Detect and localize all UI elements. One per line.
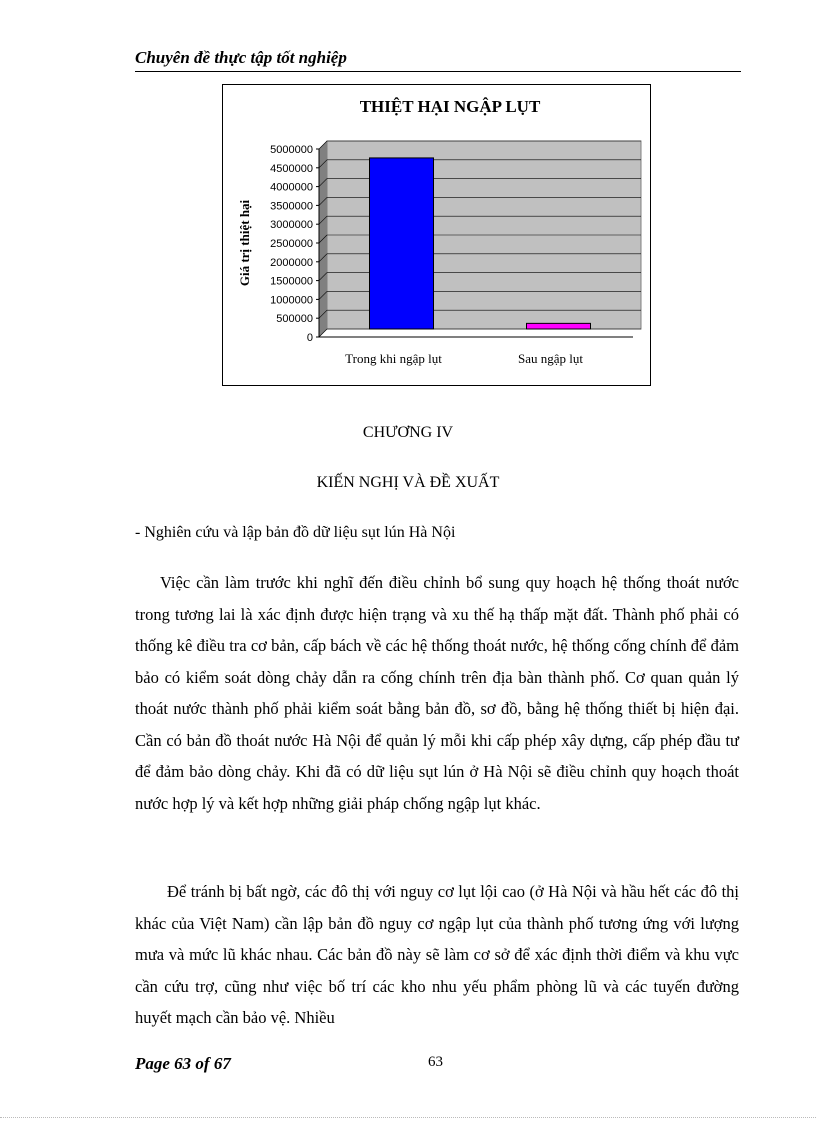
y-axis-label: Giá trị thiệt hại — [237, 199, 252, 287]
y-tick-label: 500000 — [276, 313, 313, 326]
chart-title: THIỆT HẠI NGẬP LỤT — [359, 97, 541, 116]
bullet-heading: - Nghiên cứu và lập bản đồ dữ liệu sụt lún Hà Nội — [135, 524, 456, 541]
header-rule — [135, 71, 741, 72]
paragraph-1: Việc cần làm trước khi nghĩ đến điều chỉnh bổ sung quy hoạch hệ thống thoát nước trong tương lai là xác định được hiện trạng và xu thế hạ thấp mặt đất. Thành phố phải có thống kê điều tra cơ bản, cấp bách về các hệ thống thoát nước, hệ thống cống chính để đảm bảo có kiểm soát dòng chảy dẫn ra cống chính trên địa bàn thành phố. Cơ quan quản lý thoát nước thành phố phải kiểm soát bằng bản đồ, sơ đồ, bằng hệ thống thiết bị hiện đại. Cần có bản đồ thoát nước Hà Nội để quản lý mỗi khi cấp phép xây dựng, cấp phép đầu tư để đảm bảo dòng chảy. Khi đã có dữ liệu sụt lún ở Hà Nội sẽ điều chỉnh quy hoạch thoát nước hợp lý và kết hợp những giải pháp chống ngập lụt khác. — [135, 573, 739, 813]
chart-frame — [222, 84, 651, 386]
y-tick-label: 5000000 — [270, 144, 313, 156]
chapter-number: CHƯƠNG IV — [362, 424, 454, 441]
chart — [223, 85, 650, 385]
page-bottom-border — [0, 1117, 816, 1118]
x-category-label: Trong khi ngập lụt — [345, 351, 442, 366]
y-tick-label: 4000000 — [270, 181, 313, 194]
bar-2 — [527, 323, 591, 329]
y-tick-label: 1500000 — [270, 275, 313, 288]
footer-page-number: 63 — [428, 1054, 443, 1070]
y-tick-label: 2500000 — [270, 238, 313, 250]
y-tick-label: 0 — [306, 332, 313, 344]
y-tick-label: 2000000 — [270, 256, 313, 269]
x-category-label: Sau ngập lụt — [518, 351, 583, 366]
header-title: Chuyên đề thực tập tốt nghiệp — [135, 48, 347, 67]
chapter-title: KIẾN NGHỊ VÀ ĐỀ XUẤT — [316, 474, 500, 491]
y-tick-label: 1000000 — [270, 294, 313, 307]
footer-page-label: Page 63 of 67 — [135, 1054, 231, 1073]
bar-1 — [370, 158, 434, 329]
paragraph-2: Để tránh bị bất ngờ, các đô thị với nguy cơ lụt lội cao (ở Hà Nội và hầu hết các đô thị khác của Việt Nam) cần lập bản đồ nguy cơ ngập lụt của thành phố tương ứng với lượng mưa và mức lũ khác nhau. Các bản đồ này sẽ làm cơ sở để xác định thời điểm và khu vực cần cứu trợ, cũng như việc bố trí các kho nhu yếu phẩm phòng lũ và các tuyến đường huyết mạch cần bảo vệ. Nhiều — [135, 882, 739, 1027]
y-tick-label: 4500000 — [270, 162, 313, 175]
y-tick-label: 3000000 — [270, 219, 313, 232]
y-tick-label: 3500000 — [270, 200, 313, 213]
